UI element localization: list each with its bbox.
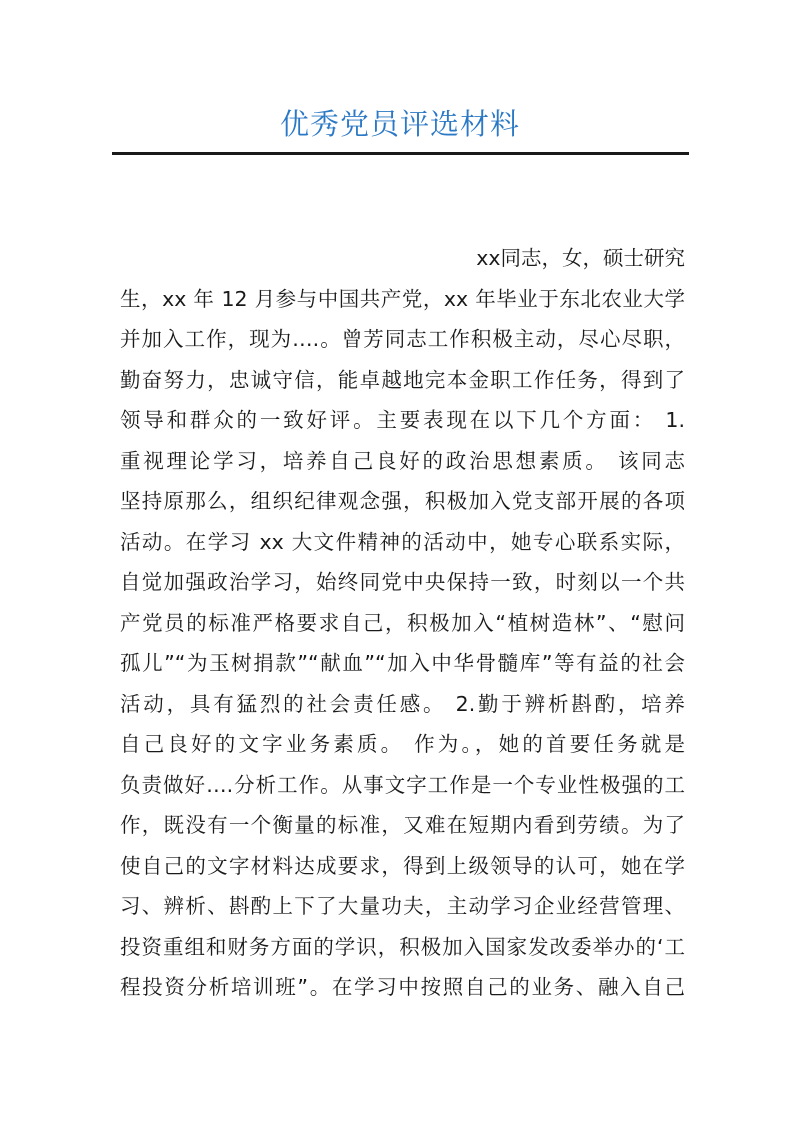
body-line: 活动。在学习 xx 大文件精神的活动中，她专心联系实际， bbox=[120, 529, 685, 554]
body-line: 勤奋努力，忠诚守信，能卓越地完本金职工作任务，得到了 bbox=[120, 367, 685, 392]
body-line: 作，既没有一个衡量的标准，又难在短期内看到劳绩。为了 bbox=[120, 813, 685, 837]
body-line: 产党员的标准严格要求自己，积极加入“植树造林”、“慰问 bbox=[120, 610, 685, 635]
title-underline bbox=[112, 152, 689, 155]
body-line: 活动，具有猛烈的社会责任感。 2.勤于辨析斟酌，培养 bbox=[120, 691, 685, 716]
body-line: 领导和群众的一致好评。主要表现在以下几个方面： 1. bbox=[120, 408, 685, 432]
document-title: 优秀党员评选材料 bbox=[279, 107, 520, 141]
body-line: 负责做好….分析工作。从事文字工作是一个专业性极强的工 bbox=[120, 772, 685, 797]
body-line: 生，xx 年 12 月参与中国共产党，xx 年毕业于东北农业大学 bbox=[120, 286, 685, 311]
body-line: 程投资分析培训班”。在学习中按照自己的业务、融入自己 bbox=[120, 975, 685, 999]
body-line: 坚持原那么，组织纪律观念强，积极加入党支部开展的各项 bbox=[120, 489, 685, 513]
body-line: 习、辨析、斟酌上下了大量功夫，主动学习企业经营管理、 bbox=[120, 894, 685, 918]
body-line: xx同志，女，硕士研究 bbox=[476, 246, 685, 270]
body-line: 投资重组和财务方面的学识，积极加入国家发改委举办的‘工 bbox=[120, 934, 685, 959]
body-line: 孤儿”“为玉树捐款”“献血”“加入中华骨髓库”等有益的社会 bbox=[120, 651, 685, 675]
body-line: 自觉加强政治学习，始终同党中央保持一致，时刻以一个共 bbox=[120, 570, 685, 594]
body-line: 使自己的文字材料达成要求，得到上级领导的认可，她在学 bbox=[120, 853, 685, 878]
body-line: 自己良好的文字业务素质。 作为。，她的首要任务就是 bbox=[120, 732, 685, 756]
body-line: 重视理论学习，培养自己良好的政治思想素质。 该同志 bbox=[120, 448, 685, 473]
document-body bbox=[120, 238, 685, 1008]
body-line: 并加入工作，现为….。曾芳同志工作积极主动，尽心尽职， bbox=[120, 327, 685, 351]
